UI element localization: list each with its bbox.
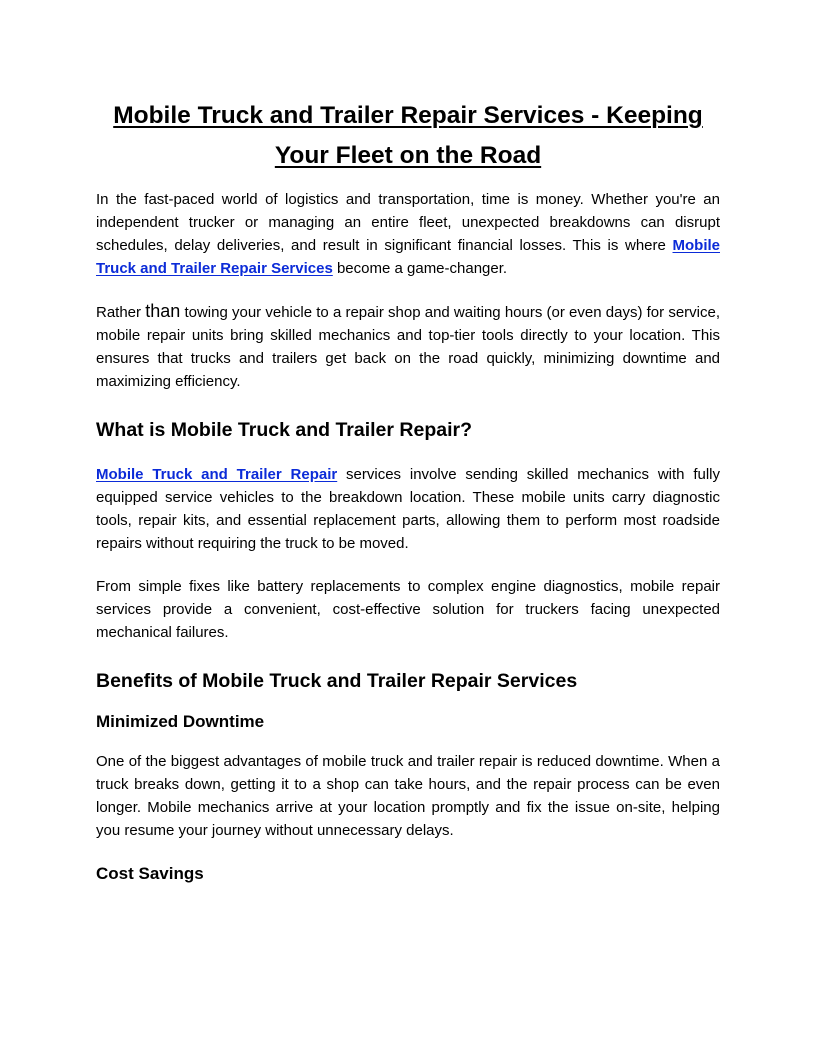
what-paragraph-1 — [96, 463, 720, 555]
what-paragraph-2: From simple fixes like battery replacements to complex engine diagnostics, mobile repair services provide a convenient, cost-effective solution for truckers facing unexpected mechanical failures. — [96, 578, 720, 641]
intro-text-before: In the fast-paced world of logistics and transportation, time is money. Whether you're an independent trucker or managing an entire fleet, unexpected breakdowns can disrupt schedules, delay deliveries, and result in significant financial losses. This is where — [96, 191, 720, 254]
intro-paragraph — [96, 188, 720, 280]
what-heading: What is Mobile Truck and Trailer Repair? — [96, 419, 473, 441]
intro-text-after: become a game-changer. — [332, 260, 508, 277]
rather-lead: Rather — [96, 304, 146, 321]
minimized-downtime-paragraph: One of the biggest advantages of mobile truck and trailer repair is reduced downtime. When a truck breaks down, getting it to a shop can take hours, and the repair process can be even longer. Mobile mechanics arrive at your location promptly and fix the issue on-site, helping you resume your journey without unnecessary delays. — [96, 753, 720, 839]
intro-services-link[interactable]: Mobile Truck and Trailer Repair Services — [96, 237, 720, 277]
minimized-downtime-heading: Minimized Downtime — [96, 712, 265, 731]
cost-savings-heading: Cost Savings — [96, 864, 204, 883]
what-repair-link[interactable]: Mobile Truck and Trailer Repair — [96, 466, 338, 483]
rather-paragraph — [96, 300, 720, 393]
benefits-heading: Benefits of Mobile Truck and Trailer Repair Services — [96, 670, 578, 692]
what-paragraph-1-text: services involve sending skilled mechanics with fully equipped service vehicles to the breakdown location. These mobile units carry diagnostic tools, repair kits, and essential replacement parts, allowing them to perform most roadside repairs without requiring the truck to be moved. — [96, 466, 720, 552]
rather-emphasis: than — [145, 301, 181, 321]
rather-rest: towing your vehicle to a repair shop and waiting hours (or even days) for service, mobile repair units bring skilled mechanics and top-tier tools directly to your location. This ensures that trucks and trailers get back on the road quickly, minimizing downtime and maximizing efficiency. — [96, 304, 720, 390]
document-page — [96, 96, 720, 888]
document-title: Mobile Truck and Trailer Repair Services - Keeping Your Fleet on the Road — [113, 102, 703, 169]
